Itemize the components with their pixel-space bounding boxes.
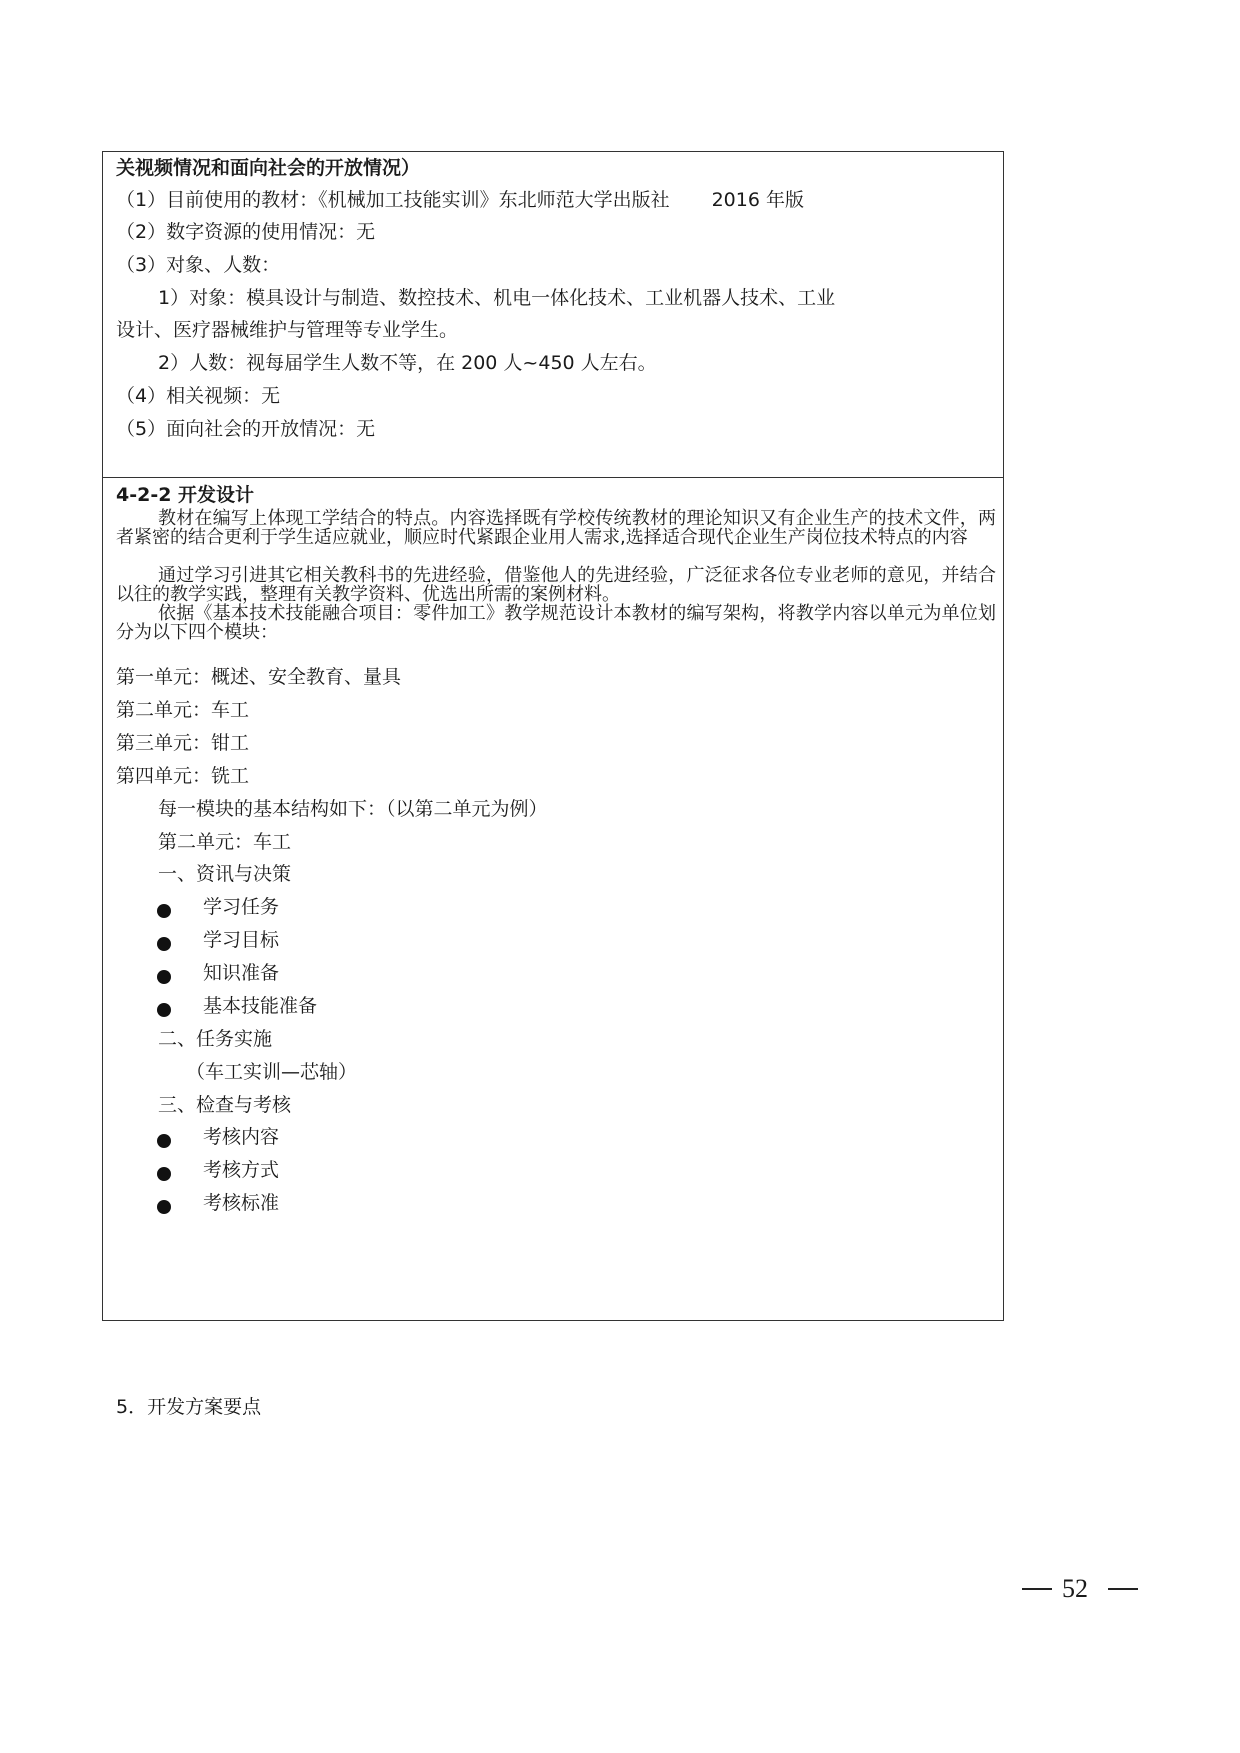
design-paragraph-3: 依据《基本技术技能融合项目：零件加工》教学规范设计本教材的编写架构，将教学内容以单元为单位划分为以下四个模块： xyxy=(116,603,996,643)
target-line-2: 设计、医疗器械维护与管理等专业学生。 xyxy=(116,319,459,341)
bullet-icon xyxy=(157,1134,171,1148)
textbook-year: 2016 年版 xyxy=(711,189,804,211)
unit-item: 第二单元：车工 xyxy=(116,699,250,721)
target-line-1: 1）对象：模具设计与制造、数控技术、机电一体化技术、工业机器人技术、工业 xyxy=(158,287,836,309)
textbook-line xyxy=(116,188,804,212)
structure-intro: 每一模块的基本结构如下：（以第二单元为例） xyxy=(158,798,548,820)
design-heading: 4-2-2 开发设计 xyxy=(116,484,255,506)
design-paragraph-2: 通过学习引进其它相关教科书的先进经验，借鉴他人的先进经验，广泛征求各位专业老师的意见，并结合以往的教学实践，整理有关教学资料、优选出所需的案例材料。 xyxy=(116,565,996,605)
part-2-heading: 二、任务实施 xyxy=(158,1028,273,1050)
audience-heading: （3）对象、人数： xyxy=(116,254,281,276)
bullet-icon xyxy=(157,970,171,984)
bullet-icon xyxy=(157,1167,171,1181)
part-1-heading: 一、资讯与决策 xyxy=(158,863,292,885)
page-number-dash-right xyxy=(1108,1588,1138,1590)
part-1-item: 学习任务 xyxy=(203,896,280,918)
unit-item: 第一单元：概述、安全教育、量具 xyxy=(116,666,402,688)
digital-resources-line: （2）数字资源的使用情况：无 xyxy=(116,221,376,243)
section-heading-continued: 关视频情况和面向社会的开放情况） xyxy=(116,157,421,179)
page-number: 52 xyxy=(1062,1574,1088,1603)
video-line: （4）相关视频：无 xyxy=(116,385,281,407)
bullet-icon xyxy=(157,937,171,951)
part-3-item: 考核标准 xyxy=(203,1192,280,1214)
bullet-icon xyxy=(157,1003,171,1017)
bullet-icon xyxy=(157,1200,171,1214)
part-3-item: 考核方式 xyxy=(203,1159,280,1181)
part-1-item: 知识准备 xyxy=(203,962,280,984)
part-1-item: 基本技能准备 xyxy=(203,995,318,1017)
openness-line: （5）面向社会的开放情况：无 xyxy=(116,418,376,440)
example-unit: 第二单元：车工 xyxy=(158,831,292,853)
next-section-heading: 5．开发方案要点 xyxy=(116,1396,262,1418)
page-number-dash-left xyxy=(1022,1588,1052,1590)
part-2-detail: （车工实训—芯轴） xyxy=(186,1061,358,1083)
student-count-line: 2）人数：视每届学生人数不等，在 200 人~450 人左右。 xyxy=(158,352,657,374)
part-1-item: 学习目标 xyxy=(203,929,280,951)
unit-item: 第四单元：铣工 xyxy=(116,765,250,787)
textbook-text: （1）目前使用的教材：《机械加工技能实训》东北师范大学出版社 xyxy=(116,189,670,211)
design-paragraph-1: 教材在编写上体现工学结合的特点。内容选择既有学校传统教材的理论知识又有企业生产的技术文件，两者紧密的结合更利于学生适应就业，顺应时代紧跟企业用人需求,选择适合现代企业生产岗位技术特点的内容 xyxy=(116,508,996,548)
part-3-item: 考核内容 xyxy=(203,1126,280,1148)
unit-item: 第三单元：钳工 xyxy=(116,732,250,754)
bullet-icon xyxy=(157,904,171,918)
part-3-heading: 三、检查与考核 xyxy=(158,1094,292,1116)
